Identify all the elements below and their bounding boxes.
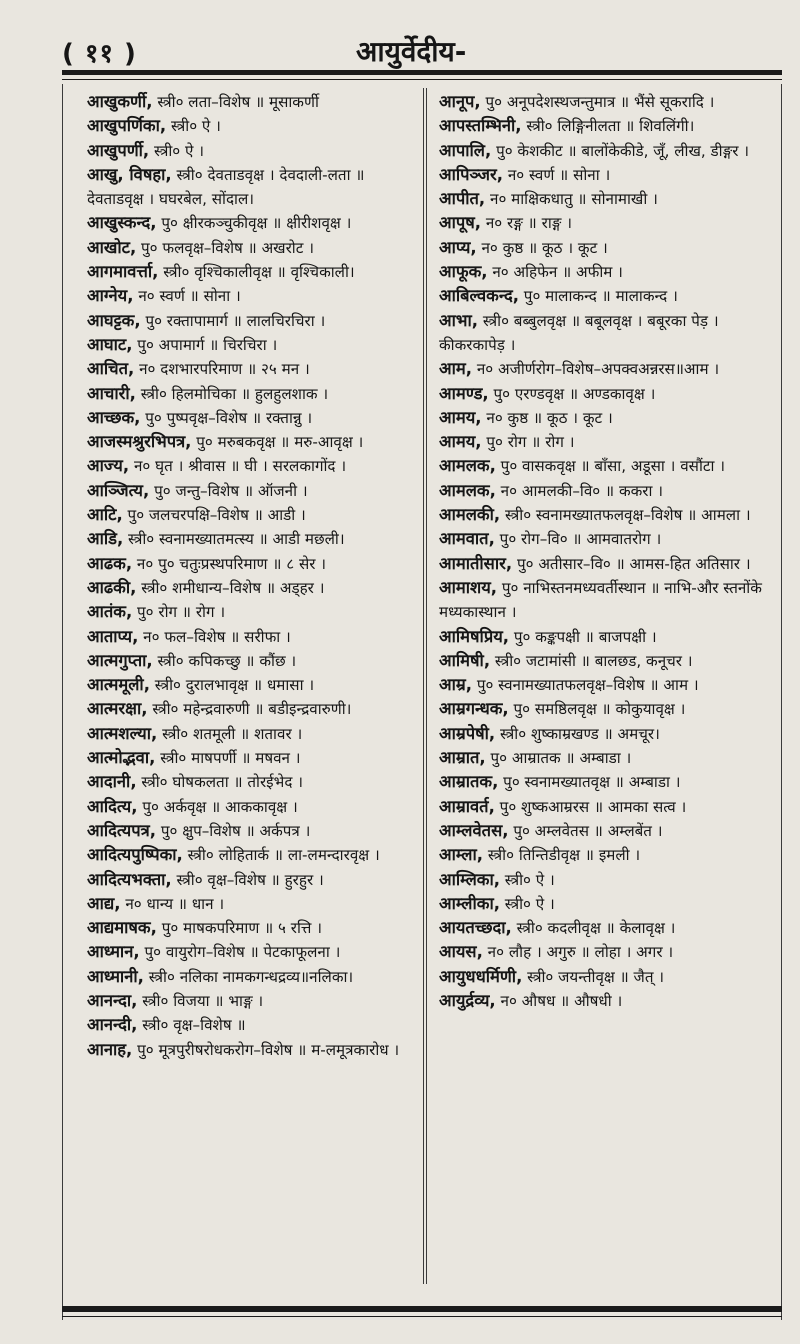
entry-definition: पु० अतीसार–वि० ॥ आमस-हित अतिसार । <box>512 554 751 573</box>
entry-headword: आम्रात, <box>439 748 486 768</box>
dictionary-entry <box>87 430 422 454</box>
entry-definition: स्त्री० वृक्ष–विशेष ॥ <box>137 1016 246 1035</box>
dictionary-entry <box>439 770 774 794</box>
dictionary-entry <box>439 722 774 746</box>
entry-headword: आनन्दी, <box>87 1015 138 1035</box>
entry-headword: आघट्टक, <box>87 310 141 330</box>
entry-definition: पु० स्वनामख्यातफलवृक्ष–विशेष ॥ आम । <box>472 676 699 695</box>
entry-definition: पु० जन्तु–विशेष ॥ ऑजनी । <box>149 481 308 500</box>
entry-headword: आयस, <box>439 942 483 962</box>
entry-definition: स्त्री० जटामांसी ॥ बालछड, कनूचर । <box>490 651 693 670</box>
dictionary-entry <box>87 333 422 357</box>
entry-definition: न० स्वर्ण ॥ सोना । <box>133 287 241 306</box>
entry-definition: पु० नाभिस्तनमध्यवर्तीस्थान ॥ नाभि-और स्तनोंके मध्यकास्थान । <box>439 578 762 622</box>
entry-headword: आत्ममूली, <box>87 675 150 695</box>
entry-headword: आध्मान, <box>87 942 140 962</box>
dictionary-entry <box>87 673 422 697</box>
entry-headword: आढक, <box>87 553 133 573</box>
entry-definition: स्त्री० दुरालभावृक्ष ॥ धमासा । <box>149 676 315 695</box>
dictionary-entry <box>87 697 422 721</box>
dictionary-entry <box>87 600 422 624</box>
entry-definition: न० अहिफेन ॥ अफीम । <box>487 263 623 282</box>
entry-headword: आम्रपेषी, <box>439 723 496 743</box>
entry-headword: आमलक, <box>439 480 496 500</box>
dictionary-entry <box>87 576 422 600</box>
entry-definition: न० स्वर्ण ॥ सोना । <box>503 165 611 184</box>
entry-definition: न० फल–विशेष ॥ सरीफा । <box>138 627 291 646</box>
entry-headword: आखुपर्णी, <box>87 140 150 160</box>
dictionary-entry <box>87 90 422 114</box>
entry-definition: न० पु० चतुःप्रस्थपरिमाण ॥ ८ सेर । <box>132 554 327 573</box>
entry-definition: पु० वासकवृक्ष ॥ बाँसा, अडूसा । वसौंटा । <box>495 457 726 476</box>
entry-headword: आडि, <box>87 529 124 549</box>
dictionary-entry <box>87 770 422 794</box>
entry-definition: न० रङ्ग ॥ राङ्ग । <box>481 214 572 233</box>
entry-definition: न० औषध ॥ औषधी । <box>495 991 623 1010</box>
entry-headword: आम्लीका, <box>439 893 500 913</box>
dictionary-entry <box>439 309 774 358</box>
entry-definition: न० माक्षिकधातु ॥ सोनामाखी । <box>485 190 658 209</box>
footer-rule <box>62 1306 782 1312</box>
entry-headword: आखुस्कन्द, <box>87 213 157 233</box>
dictionary-entry <box>439 965 774 989</box>
entry-definition: स्त्री० लोहितार्क ॥ ला-लमन्दारवृक्ष । <box>182 846 380 865</box>
entry-headword: आम्रगन्धक, <box>439 699 509 719</box>
column-divider-inner <box>426 88 427 1284</box>
entry-headword: आमिषी, <box>439 650 491 670</box>
entry-definition: स्त्री० ऐ । <box>499 894 555 913</box>
entry-headword: आद्य, <box>87 893 121 913</box>
dictionary-entry <box>87 260 422 284</box>
entry-headword: आचारी, <box>87 383 136 403</box>
dictionary-entry <box>87 139 422 163</box>
entry-definition: पु० समष्ठिलवृक्ष ॥ कोकुयावृक्ष । <box>508 700 686 719</box>
entry-definition: पु० रोग ॥ रोग । <box>132 603 226 622</box>
dictionary-entry <box>87 309 422 333</box>
dictionary-entry <box>87 527 422 551</box>
dictionary-entry <box>439 90 774 114</box>
entry-headword: आखोट, <box>87 237 137 257</box>
entry-headword: आघाट, <box>87 334 133 354</box>
dictionary-entry <box>87 406 422 430</box>
entry-headword: आदित्य, <box>87 796 138 816</box>
entry-headword: आञ्जित्य, <box>87 480 150 500</box>
entry-headword: आम्रावर्त, <box>439 796 495 816</box>
header-rule <box>62 70 782 75</box>
entry-definition: पु० माषकपरिमाण ॥ ५ रत्ति । <box>156 919 322 938</box>
entry-definition: स्त्री० नलिका नामकगन्धद्रव्य॥नलिका। <box>143 967 354 986</box>
entry-definition: पु० फलवृक्ष–विशेष ॥ अखरोट । <box>136 238 314 257</box>
entry-headword: आतंक, <box>87 602 133 622</box>
dictionary-entry <box>439 819 774 843</box>
entry-definition: पु० स्वनामख्यातवृक्ष ॥ अम्बाडा । <box>498 773 681 792</box>
entry-headword: आम्रातक, <box>439 772 499 792</box>
entry-definition: पु० मरुबकवृक्ष ॥ मरु-आवृक्ष । <box>191 433 364 452</box>
entry-headword: आत्मशल्या, <box>87 723 158 743</box>
entry-definition: स्त्री० शुष्काम्रखण्ड ॥ अमचूर। <box>495 724 660 743</box>
dictionary-entry <box>87 965 422 989</box>
dictionary-entry <box>439 114 774 138</box>
entry-headword: आपीत, <box>439 189 486 209</box>
dictionary-entry <box>87 795 422 819</box>
entry-headword: आनाह, <box>87 1039 133 1059</box>
entry-headword: आदित्यभक्ता, <box>87 869 172 889</box>
entry-headword: आताप्य, <box>87 626 139 646</box>
entry-definition: पु० रक्तापामार्ग ॥ लालचिरचिरा । <box>140 311 326 330</box>
entry-headword: आयुर्द्रव्य, <box>439 990 496 1010</box>
header-rule-thin <box>62 79 782 80</box>
right-column <box>439 90 774 1013</box>
entry-definition: न० दशभारपरिमाण ॥ २५ मन । <box>134 360 310 379</box>
entry-headword: आम्लिका, <box>439 869 500 889</box>
entry-definition: पु० जलचरपक्षि–विशेष ॥ आडी । <box>122 506 306 525</box>
entry-headword: आनन्दा, <box>87 990 138 1010</box>
entry-headword: आग्नेय, <box>87 286 134 306</box>
entry-definition: स्त्री० हिलमोचिका ॥ हुलहुलशाक । <box>135 384 329 403</box>
dictionary-entry <box>439 527 774 551</box>
dictionary-entry <box>87 940 422 964</box>
entry-headword: आमलक, <box>439 456 496 476</box>
entry-headword: आमिषप्रिय, <box>439 626 510 646</box>
entry-definition: स्त्री० ऐ । <box>499 870 555 889</box>
entry-definition: स्त्री० घोषकलता ॥ तोरईभेद । <box>136 773 303 792</box>
entry-definition: पु० कङ्कपक्षी ॥ बाजपक्षी । <box>509 627 657 646</box>
entry-headword: आभा, <box>439 310 479 330</box>
entry-headword: आफूक, <box>439 262 488 282</box>
column-divider <box>423 88 424 1284</box>
entry-headword: आखुकर्णी, <box>87 92 153 111</box>
dictionary-entry <box>87 843 422 867</box>
dictionary-entry <box>439 479 774 503</box>
entry-definition: न० लौह । अगुरु ॥ लोहा । अगर । <box>482 943 674 962</box>
entry-headword: आम्र, <box>439 675 472 695</box>
entry-definition: स्त्री० ऐ । <box>149 141 204 160</box>
dictionary-entry <box>439 795 774 819</box>
entry-headword: आदित्यपुष्पिका, <box>87 845 183 865</box>
footer-rule-thin <box>62 1316 782 1317</box>
entry-definition: न० कुष्ठ ॥ कूठ । कूट । <box>476 238 608 257</box>
dictionary-entry <box>439 746 774 770</box>
page-title: आयुर्वेदीय- <box>356 35 467 68</box>
dictionary-entry <box>439 236 774 260</box>
entry-headword: आचित, <box>87 359 135 379</box>
dictionary-entry <box>439 892 774 916</box>
dictionary-entry <box>87 746 422 770</box>
dictionary-entry <box>439 843 774 867</box>
entry-headword: आम, <box>439 359 472 379</box>
entry-headword: आनूप, <box>439 92 481 111</box>
dictionary-entry <box>87 649 422 673</box>
dictionary-entry <box>87 989 422 1013</box>
dictionary-entry <box>87 625 422 649</box>
dictionary-entry <box>439 382 774 406</box>
entry-definition: स्त्री० तिन्तिडीवृक्ष ॥ इमली । <box>483 846 641 865</box>
dictionary-entry <box>439 697 774 721</box>
entry-definition: पु० एरण्डवृक्ष ॥ अण्डकावृक्ष । <box>488 384 656 403</box>
entry-definition: पु० रोग ॥ रोग । <box>481 433 575 452</box>
dictionary-entry <box>87 357 422 381</box>
page-number: ( ११ ) <box>62 39 137 69</box>
entry-definition: पु० अपामार्ग ॥ चिरचिरा । <box>132 335 278 354</box>
entry-headword: आगमावर्त्ता, <box>87 262 159 282</box>
dictionary-entry <box>87 722 422 746</box>
dictionary-entry <box>87 552 422 576</box>
entry-headword: आपस्तम्भिनी, <box>439 116 522 136</box>
dictionary-entry <box>439 139 774 163</box>
entry-headword: आमातीसार, <box>439 553 513 573</box>
dictionary-entry <box>87 819 422 843</box>
entry-definition: न० धान्य ॥ धान । <box>120 894 225 913</box>
entry-definition: स्त्री० लिङ्गिनीलता ॥ शिवलिंगी। <box>521 117 695 136</box>
entry-definition: पु० रोग–वि० ॥ आमवातरोग । <box>494 530 662 549</box>
entry-headword: आखुपर्णिका, <box>87 116 167 136</box>
entry-definition: पु० केशकीट ॥ बालोंकेकीडे, जूँ, लीख, डीङ्गर । <box>491 141 750 160</box>
entry-definition: स्त्री० विजया ॥ भाङ्ग । <box>137 991 264 1010</box>
entry-definition: पु० अर्कवृक्ष ॥ आककावृक्ष । <box>137 797 298 816</box>
dictionary-entry <box>87 114 422 138</box>
dictionary-entry <box>439 163 774 187</box>
entry-definition: पु० शुष्कआम्ररस ॥ आमका सत्व । <box>494 797 687 816</box>
entry-headword: आटि, <box>87 505 123 525</box>
dictionary-entry <box>87 1013 422 1037</box>
entry-headword: आपिञ्जर, <box>439 164 504 184</box>
dictionary-entry <box>439 868 774 892</box>
entry-headword: आध्मानी, <box>87 966 144 986</box>
dictionary-entry <box>439 406 774 430</box>
entry-definition: स्त्री० शतमूली ॥ शतावर । <box>157 724 303 743</box>
dictionary-entry <box>439 916 774 940</box>
entry-definition: स्त्री० वृक्ष–विशेष ॥ हुरहुर । <box>171 870 324 889</box>
entry-definition: स्त्री० कपिकच्छु ॥ कौंछ । <box>152 651 297 670</box>
dictionary-entry <box>87 1038 422 1062</box>
entry-definition: स्त्री० देवताडवृक्ष । देवदाली-लता ॥ देवताडवृक्ष । घघरबेल, सोंदाल। <box>87 165 365 209</box>
entry-headword: आत्मोद्भवा, <box>87 748 156 768</box>
entry-definition: पु० पुष्पवृक्ष–विशेष ॥ रक्तान्नु । <box>140 408 313 427</box>
dictionary-entry <box>87 892 422 916</box>
entry-definition: स्त्री० बब्बुलवृक्ष ॥ बबूलवृक्ष । बबूरका पेड़ । कीकरकापेड़ । <box>439 311 719 354</box>
entry-definition: स्त्री० स्वनामख्यातमत्स्य ॥ आडी मछली। <box>123 530 345 549</box>
entry-definition: पु० आम्रातक ॥ अम्बाडा । <box>485 749 632 768</box>
entry-headword: आद्यमाषक, <box>87 918 157 938</box>
entry-definition: पु० क्षीरकञ्चुकीवृक्ष ॥ क्षीरीशवृक्ष । <box>156 214 352 233</box>
entry-headword: आमय, <box>439 407 482 427</box>
entry-definition: स्त्री० लता–विशेष ॥ मूसाकर्णी <box>152 93 319 111</box>
entry-definition: स्त्री० स्वनामख्यातफलवृक्ष–विशेष ॥ आमला । <box>500 506 751 525</box>
entry-headword: आमवात, <box>439 529 495 549</box>
entry-definition: स्त्री० शमीधान्य–विशेष ॥ अड्हर । <box>136 578 325 597</box>
dictionary-entry <box>87 503 422 527</box>
entry-definition: स्त्री० कदलीवृक्ष ॥ केलावृक्ष । <box>511 919 676 938</box>
entry-definition: न० अजीर्णरोग–विशेष–अपक्वअन्नरस॥आम । <box>472 360 720 379</box>
entry-definition: पु० मूत्रपुरीषरोधकरोग–विशेष ॥ म-लमूत्रकारोध । <box>132 1040 400 1059</box>
dictionary-entry <box>439 284 774 308</box>
entry-headword: आढकी, <box>87 577 137 597</box>
entry-headword: आज्य, <box>87 456 130 476</box>
dictionary-entry <box>87 236 422 260</box>
entry-headword: आबिल्वकन्द, <box>439 286 519 306</box>
entry-definition: स्त्री० माषपर्णी ॥ मषवन । <box>155 749 301 768</box>
entry-definition: न० कुष्ठ ॥ कूठ । कूट । <box>481 408 613 427</box>
dictionary-entry <box>439 576 774 625</box>
dictionary-entry <box>87 454 422 478</box>
entry-headword: आयतच्छदा, <box>439 918 512 938</box>
dictionary-entry <box>439 673 774 697</box>
dictionary-entry <box>87 916 422 940</box>
entry-headword: आच्छक, <box>87 407 141 427</box>
entry-headword: आजस्मश्रुरभिपत्र, <box>87 432 192 452</box>
left-column <box>87 90 422 1062</box>
dictionary-entry <box>439 625 774 649</box>
entry-definition: पु० वायुरोग–विशेष ॥ पेटकाफूलना । <box>139 943 341 962</box>
dictionary-entry <box>439 187 774 211</box>
entry-headword: आमलकी, <box>439 505 501 525</box>
dictionary-entry <box>439 430 774 454</box>
entry-headword: आपालि, <box>439 140 492 160</box>
dictionary-entry <box>439 454 774 478</box>
dictionary-entry <box>439 211 774 235</box>
entry-headword: आदित्यपत्र, <box>87 820 157 840</box>
entry-headword: आपूष, <box>439 213 482 233</box>
entry-definition: न० आमलकी–वि० ॥ ककरा । <box>495 481 664 500</box>
dictionary-entry <box>439 357 774 381</box>
dictionary-entry <box>439 649 774 673</box>
dictionary-entry <box>439 260 774 284</box>
entry-headword: आमण्ड, <box>439 383 489 403</box>
entry-headword: आदानी, <box>87 772 137 792</box>
dictionary-entry <box>439 989 774 1013</box>
dictionary-entry <box>87 479 422 503</box>
entry-definition: पु० अनूपदेशस्थजन्तुमात्र ॥ भैंसे सूकरादि । <box>480 93 715 111</box>
entry-definition: स्त्री० महेन्द्रवारुणी ॥ बडीइन्द्रवारुणी। <box>147 700 352 719</box>
dictionary-entry <box>439 940 774 964</box>
entry-headword: आयुधधर्मिणी, <box>439 966 523 986</box>
entry-headword: आमाशय, <box>439 577 498 597</box>
entry-headword: आत्मरक्षा, <box>87 699 148 719</box>
entry-headword: आप्य, <box>439 237 477 257</box>
dictionary-entry <box>87 284 422 308</box>
entry-definition: पु० अम्लवेतस ॥ अम्लबेंत । <box>508 821 663 840</box>
dictionary-entry <box>87 163 422 212</box>
entry-definition: न० घृत । श्रीवास ॥ घी । सरलकागोंद । <box>129 457 347 476</box>
entry-headword: आम्लवेतस, <box>439 820 509 840</box>
dictionary-entry <box>439 552 774 576</box>
entry-definition: पु० क्षुप–विशेष ॥ अर्कपत्र । <box>156 821 311 840</box>
dictionary-entry <box>87 211 422 235</box>
entry-definition: स्त्री० जयन्तीवृक्ष ॥ जैत् । <box>522 967 665 986</box>
dictionary-entry <box>439 503 774 527</box>
entry-headword: आत्मगुप्ता, <box>87 650 153 670</box>
dictionary-entry <box>87 382 422 406</box>
entry-definition: पु० मालाकन्द ॥ मालाकन्द । <box>518 287 678 306</box>
entry-headword: आखु, विषहा, <box>87 164 172 184</box>
entry-headword: आमय, <box>439 432 482 452</box>
entry-headword: आम्ला, <box>439 845 484 865</box>
entry-definition: स्त्री० ऐ । <box>166 117 221 136</box>
dictionary-entry <box>87 868 422 892</box>
entry-definition: स्त्री० वृश्चिकालीवृक्ष ॥ वृश्चिकाली। <box>158 263 355 282</box>
